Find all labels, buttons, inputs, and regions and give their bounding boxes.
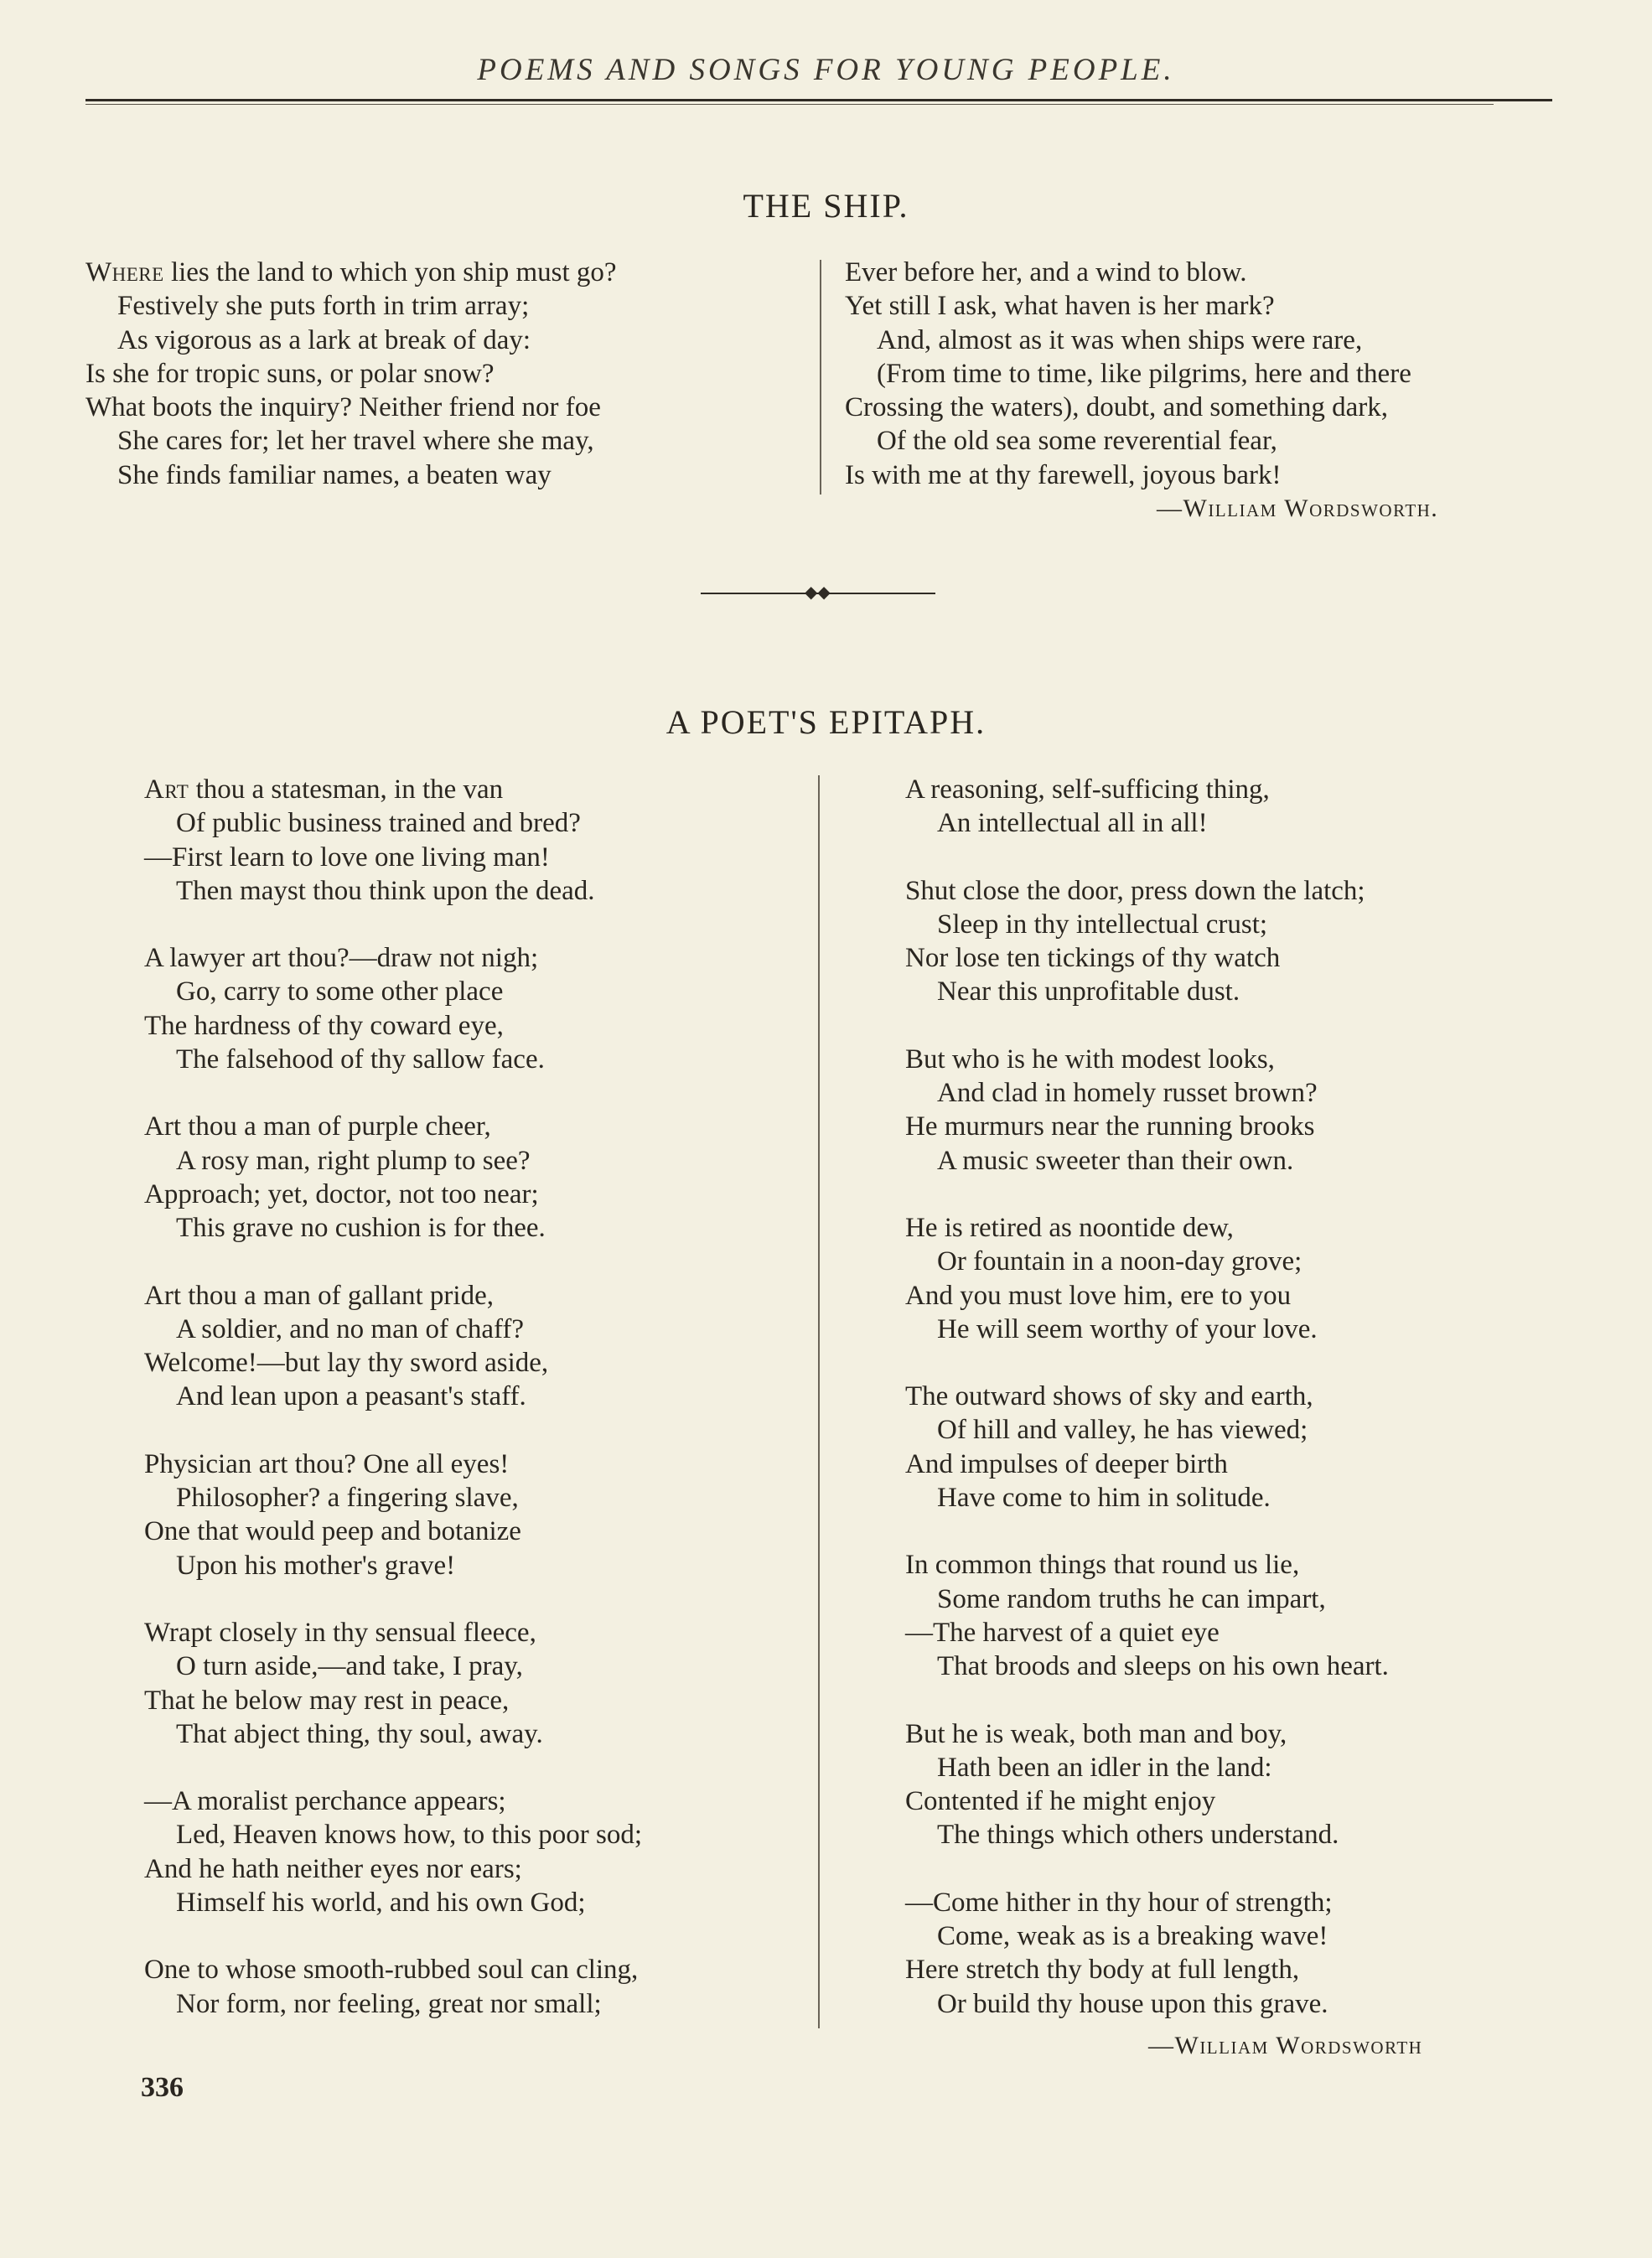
epitaph-column-left [144, 773, 642, 2021]
divider-ornament-icon: ◆◆ [805, 582, 831, 602]
column-divider [818, 775, 820, 2028]
poem-line: Is with me at thy farewell, joyous bark! [845, 459, 1282, 490]
drop-word: Where [85, 257, 164, 287]
poem-line: The hardness of thy coward eye, [144, 1010, 504, 1041]
poem-line: And he hath neither eyes nor ears; [144, 1853, 522, 1884]
poem-line: Welcome!—but lay thy sword aside, [144, 1348, 549, 1379]
poem-line [144, 773, 642, 806]
poem-line: A soldier, and no man of chaff? [176, 1313, 525, 1344]
poem-line: Or build thy house upon this grave. [937, 1988, 1328, 2019]
column-divider [820, 260, 821, 495]
poem-line: But who is he with modest looks, [905, 1044, 1275, 1075]
poem-line: One to whose smooth-rubbed soul can cling, [144, 1955, 639, 1986]
poem-line: An intellectual all in all! [937, 808, 1208, 839]
poem-line: A music sweeter than their own. [937, 1145, 1294, 1176]
poem-line: Here stretch thy body at full length, [905, 1955, 1300, 1986]
poem-line: Philosopher? a fingering slave, [176, 1483, 519, 1514]
epitaph-attribution: —William Wordsworth [1148, 2032, 1423, 2059]
poem-line: He will seem worthy of your love. [937, 1313, 1318, 1344]
poem-line: Yet still I ask, what haven is her mark? [845, 291, 1275, 322]
poem-line: Sleep in thy intellectual crust; [937, 909, 1268, 940]
poem-line: But he is weak, both man and boy, [905, 1718, 1287, 1749]
poem-line: That broods and sleeps on his own heart. [937, 1651, 1389, 1682]
poem-line: The things which others understand. [937, 1820, 1339, 1851]
poem-line: A lawyer art thou?—draw not nigh; [144, 943, 539, 974]
poem-line: And lean upon a peasant's staff. [176, 1381, 526, 1412]
poem-line: Art thou a man of gallant pride, [144, 1280, 494, 1311]
poem-line: Of hill and valley, he has viewed; [937, 1415, 1308, 1446]
line-text: lies the land to which yon ship must go? [163, 257, 617, 287]
poem-line: The outward shows of sky and earth, [905, 1381, 1313, 1412]
poem-line: —A moralist perchance appears; [144, 1786, 506, 1817]
poem-line: She cares for; let her travel where she may, [117, 426, 594, 457]
poem-line: O turn aside,—and take, I pray, [176, 1651, 523, 1682]
poem-line: He murmurs near the running brooks [905, 1111, 1315, 1142]
poem-title-the-ship: THE SHIP. [743, 187, 909, 225]
poem-line: Come, weak as is a breaking wave! [937, 1921, 1328, 1952]
poem-line [85, 256, 617, 289]
poem-line: Upon his mother's grave! [176, 1550, 456, 1581]
poem-line: And you must love him, ere to you [905, 1280, 1292, 1311]
running-head: POEMS AND SONGS FOR YOUNG PEOPLE. [477, 53, 1175, 87]
poem-line: Himself his world, and his own God; [176, 1888, 586, 1919]
line-text: thou a statesman, in the van [189, 774, 504, 805]
poem-line: That he below may rest in peace, [144, 1685, 510, 1716]
poem-line: Some random truths he can impart, [937, 1583, 1326, 1614]
poem-line: Hath been an idler in the land: [937, 1752, 1272, 1783]
poem-line: Physician art thou? One all eyes! [144, 1448, 510, 1479]
poem-line: —Come hither in thy hour of strength; [905, 1887, 1333, 1918]
poem-line: Art thou a man of purple cheer, [144, 1111, 491, 1142]
poem-line: Approach; yet, doctor, not too near; [144, 1178, 539, 1209]
poem-line: Crossing the waters), doubt, and something dark, [845, 392, 1388, 423]
poem-line: Ever before her, and a wind to blow. [845, 257, 1247, 287]
poem-line: Go, carry to some other place [176, 976, 504, 1007]
poem-line: One that would peep and botanize [144, 1516, 521, 1547]
poem-line: In common things that round us lie, [905, 1550, 1300, 1581]
poem-line: Festively she puts forth in trim array; [117, 291, 530, 322]
epitaph-column-right [905, 773, 1389, 2021]
poem-line: Of the old sea some reverential fear, [877, 426, 1277, 457]
poem-line: A rosy man, right plump to see? [176, 1145, 531, 1176]
poem-line: As vigorous as a lark at break of day: [117, 324, 531, 355]
poem-line: What boots the inquiry? Neither friend nor foe [85, 392, 601, 423]
poem-line: This grave no cushion is for thee. [176, 1213, 546, 1244]
poem-title-a-poets-epitaph: A POET'S EPITAPH. [665, 703, 987, 741]
poem-line: —The harvest of a quiet eye [905, 1617, 1220, 1648]
poem-line: (From time to time, like pilgrims, here and there [877, 358, 1411, 389]
header-rule-thin [85, 104, 1494, 105]
header-rule [85, 99, 1552, 101]
poem-line: A reasoning, self-sufficing thing, [905, 774, 1270, 805]
poem-line: Wrapt closely in thy sensual fleece, [144, 1617, 536, 1648]
poem-line: Or fountain in a noon-day grove; [937, 1246, 1302, 1277]
poem-line: Of public business trained and bred? [176, 808, 581, 839]
poem-line: Nor form, nor feeling, great nor small; [176, 1988, 602, 2019]
poem-line: Contented if he might enjoy [905, 1786, 1216, 1817]
page-number: 336 [141, 2072, 184, 2103]
poem-line: And impulses of deeper birth [905, 1448, 1228, 1479]
poem-line: Led, Heaven knows how, to this poor sod; [176, 1820, 643, 1851]
poem-line: And, almost as it was when ships were rare, [877, 324, 1363, 355]
poem-line: He is retired as noontide dew, [905, 1212, 1234, 1243]
poem-line: Shut close the door, press down the latch; [905, 875, 1365, 906]
poem-line: —First learn to love one living man! [144, 842, 550, 873]
drop-word: Art [144, 774, 189, 805]
the-ship-attribution: —William Wordsworth. [1157, 495, 1439, 522]
poem-line: Is she for tropic suns, or polar snow? [85, 358, 495, 389]
poem-line: And clad in homely russet brown? [937, 1078, 1318, 1109]
the-ship-column-right [845, 256, 1411, 492]
poem-line: Nor lose ten tickings of thy watch [905, 943, 1281, 974]
poem-line: Have come to him in solitude. [937, 1483, 1271, 1514]
poem-line: The falsehood of thy sallow face. [176, 1044, 545, 1075]
poem-line: Then mayst thou think upon the dead. [176, 875, 595, 906]
the-ship-column-left [85, 256, 617, 492]
poem-line: That abject thing, thy soul, away. [176, 1718, 543, 1749]
poem-line: Near this unprofitable dust. [937, 976, 1240, 1007]
poem-line: She finds familiar names, a beaten way [117, 459, 552, 490]
